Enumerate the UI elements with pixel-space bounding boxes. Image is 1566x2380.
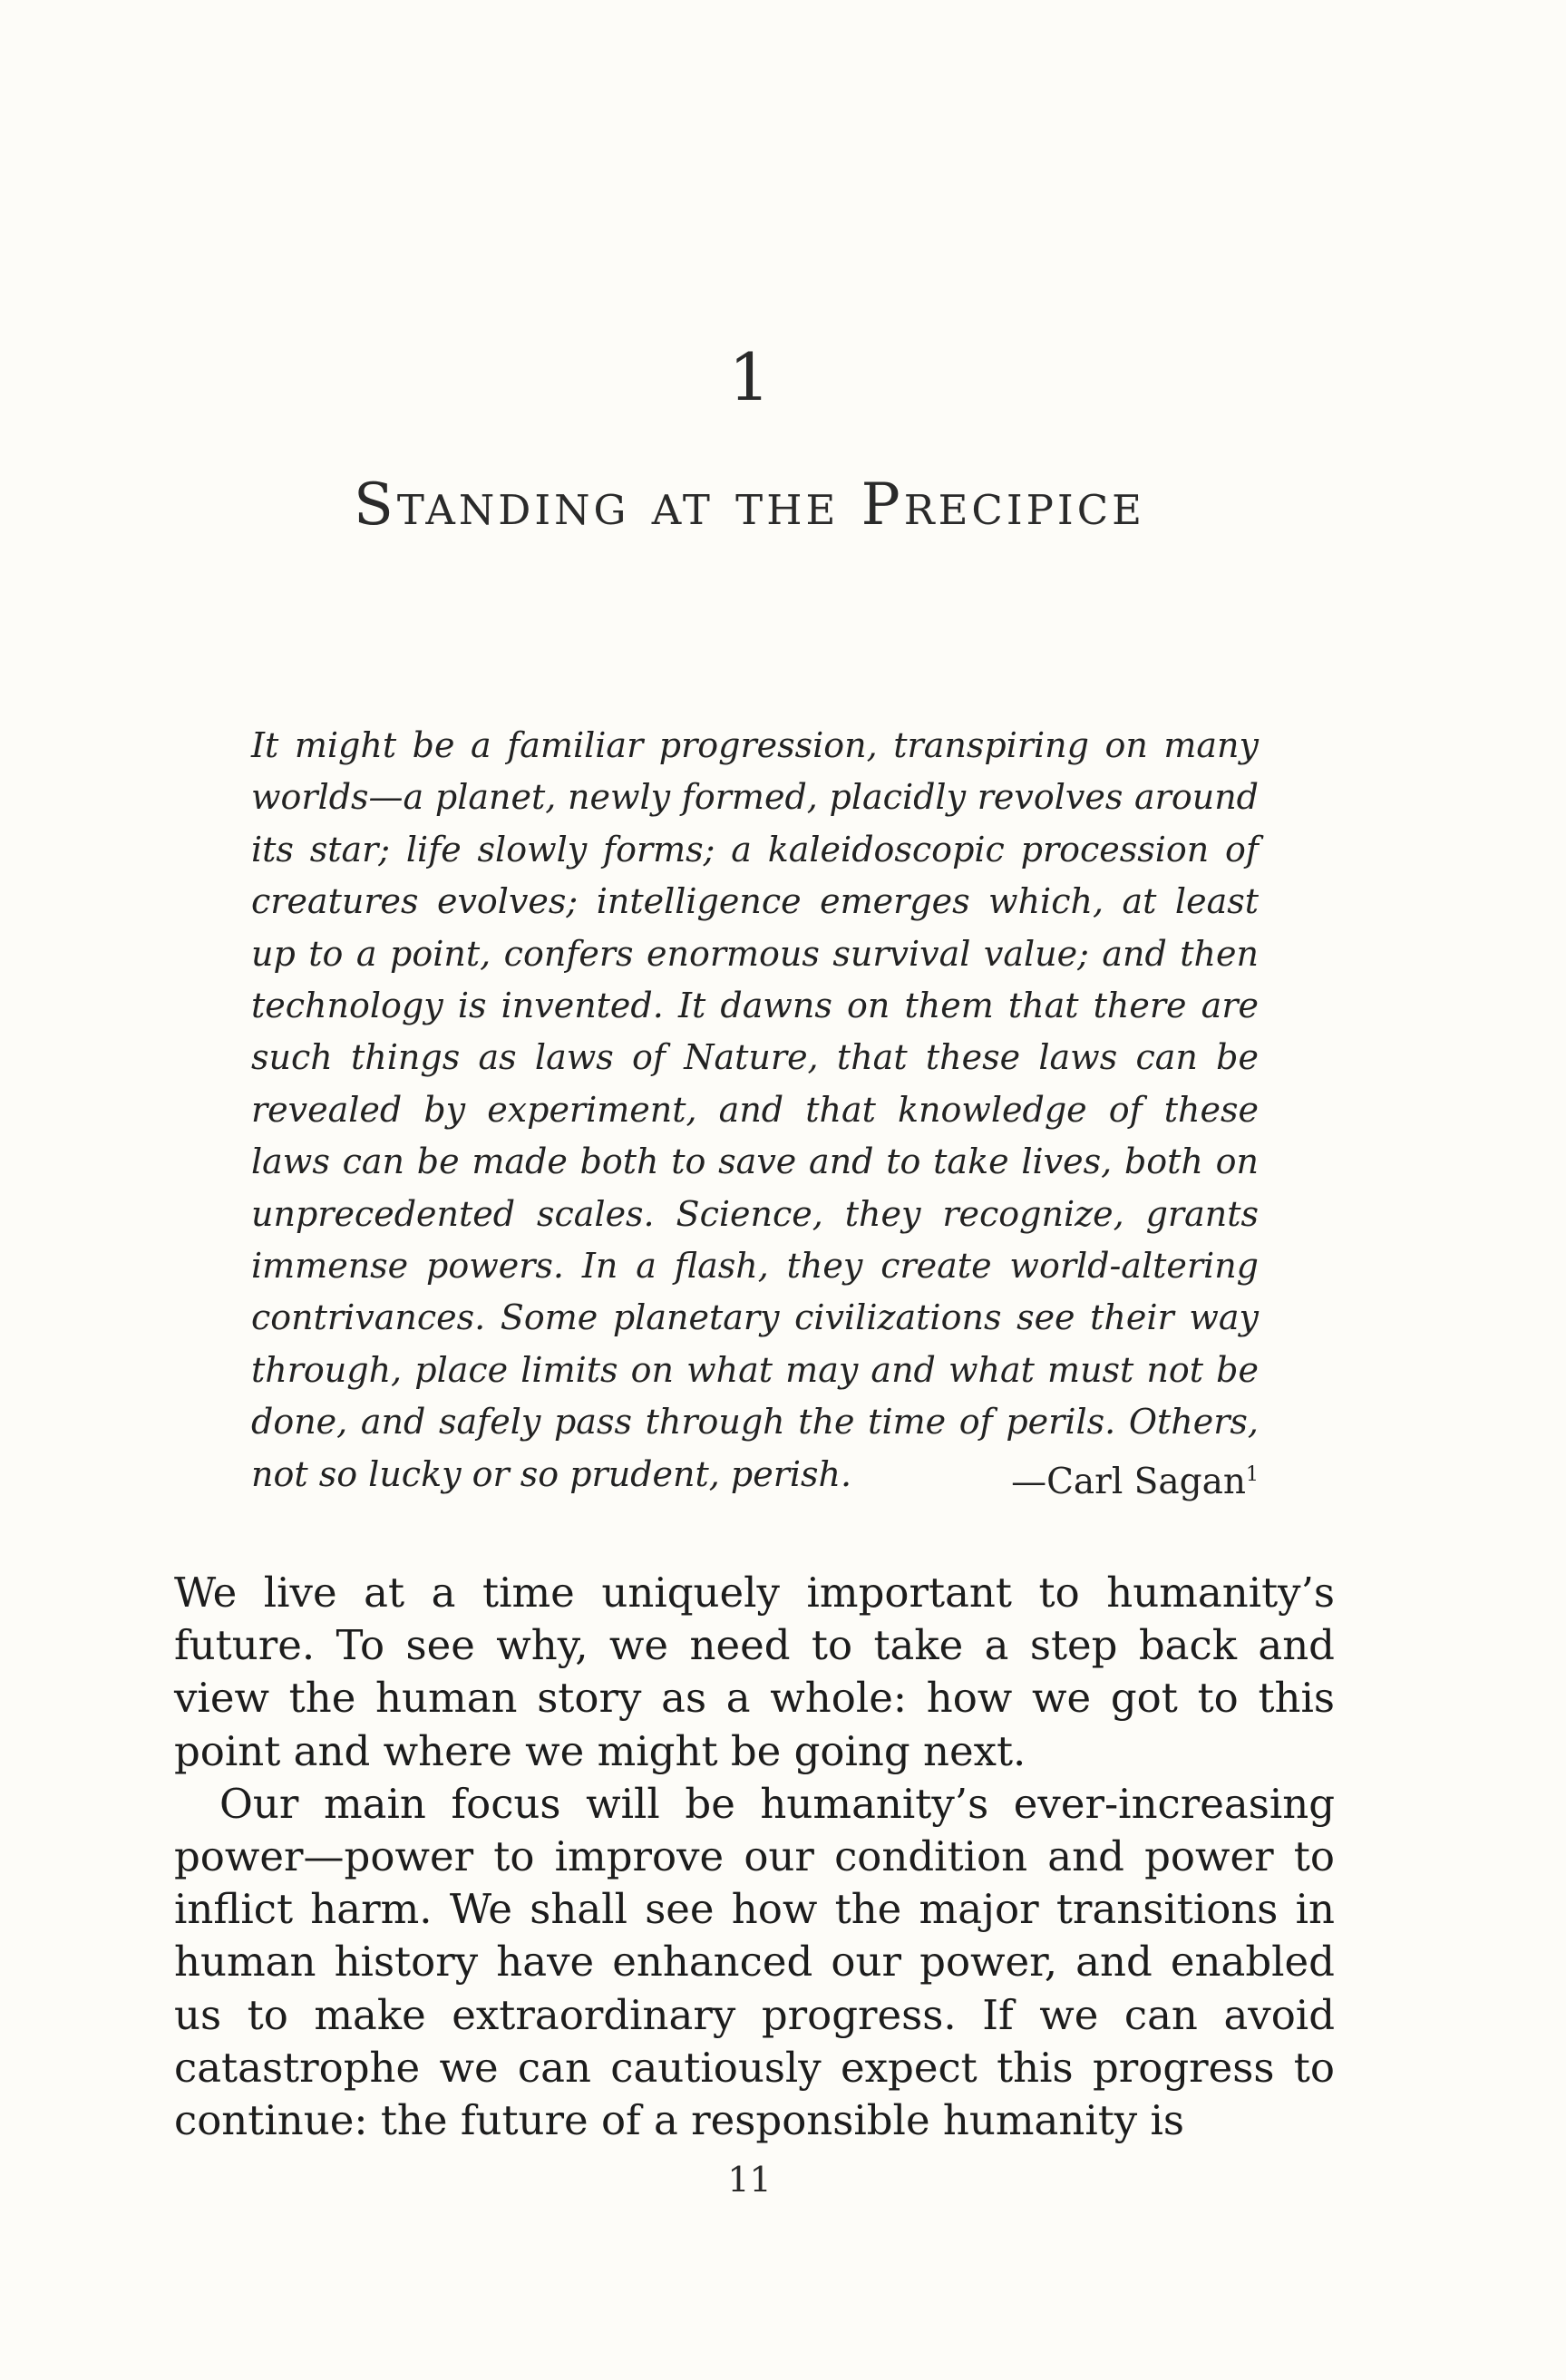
attribution-author: —Carl Sagan: [1011, 1462, 1246, 1502]
page-number: 11: [727, 2160, 772, 2200]
chapter-title: Standing at the Precipice: [354, 471, 1145, 539]
chapter-number: 1: [728, 339, 771, 415]
body-paragraph: We live at a time uniquely important to humanity’s future. To see why, we need to take a step back and view the human story as a whole: how we got to this point and where we might be going next.: [174, 1569, 1335, 1775]
footnote-marker: 1: [1246, 1463, 1259, 1486]
body-text: [174, 1567, 1335, 2147]
epigraph-attribution: [251, 1462, 1259, 1502]
epigraph-quote: It might be a familiar progression, transpiring on many worlds—a planet, newly formed, placidly revolves around its star; life slowly forms; a kaleidoscopic procession of creatures evolves; intelligence emerges which, at least up to a point, confers enormous survival value; and then technology is invented. It dawns on them that there are such things as laws of Nature, that these laws can be revealed by experiment, and that knowledge of these laws can be made both to save and to take lives, both on unprecedented scales. Science, they recognize, grants immense powers. In a flash, they create world-altering contrivances. Some planetary civilizations see their way through, place limits on what may and what must not be done, and safely pass through the time of perils. Others, not so lucky or so prudent, perish.: [251, 725, 1259, 1494]
body-paragraph: Our main focus will be humanity’s ever-increasing power—power to improve our condition and power to inflict harm. We shall see how the major transitions in human history have enhanced our power, and enabled us to make extraordinary progress. If we can avoid catastrophe we can cautiously expect this progress to continue: the future of a responsible humanity is: [174, 1779, 1335, 2145]
